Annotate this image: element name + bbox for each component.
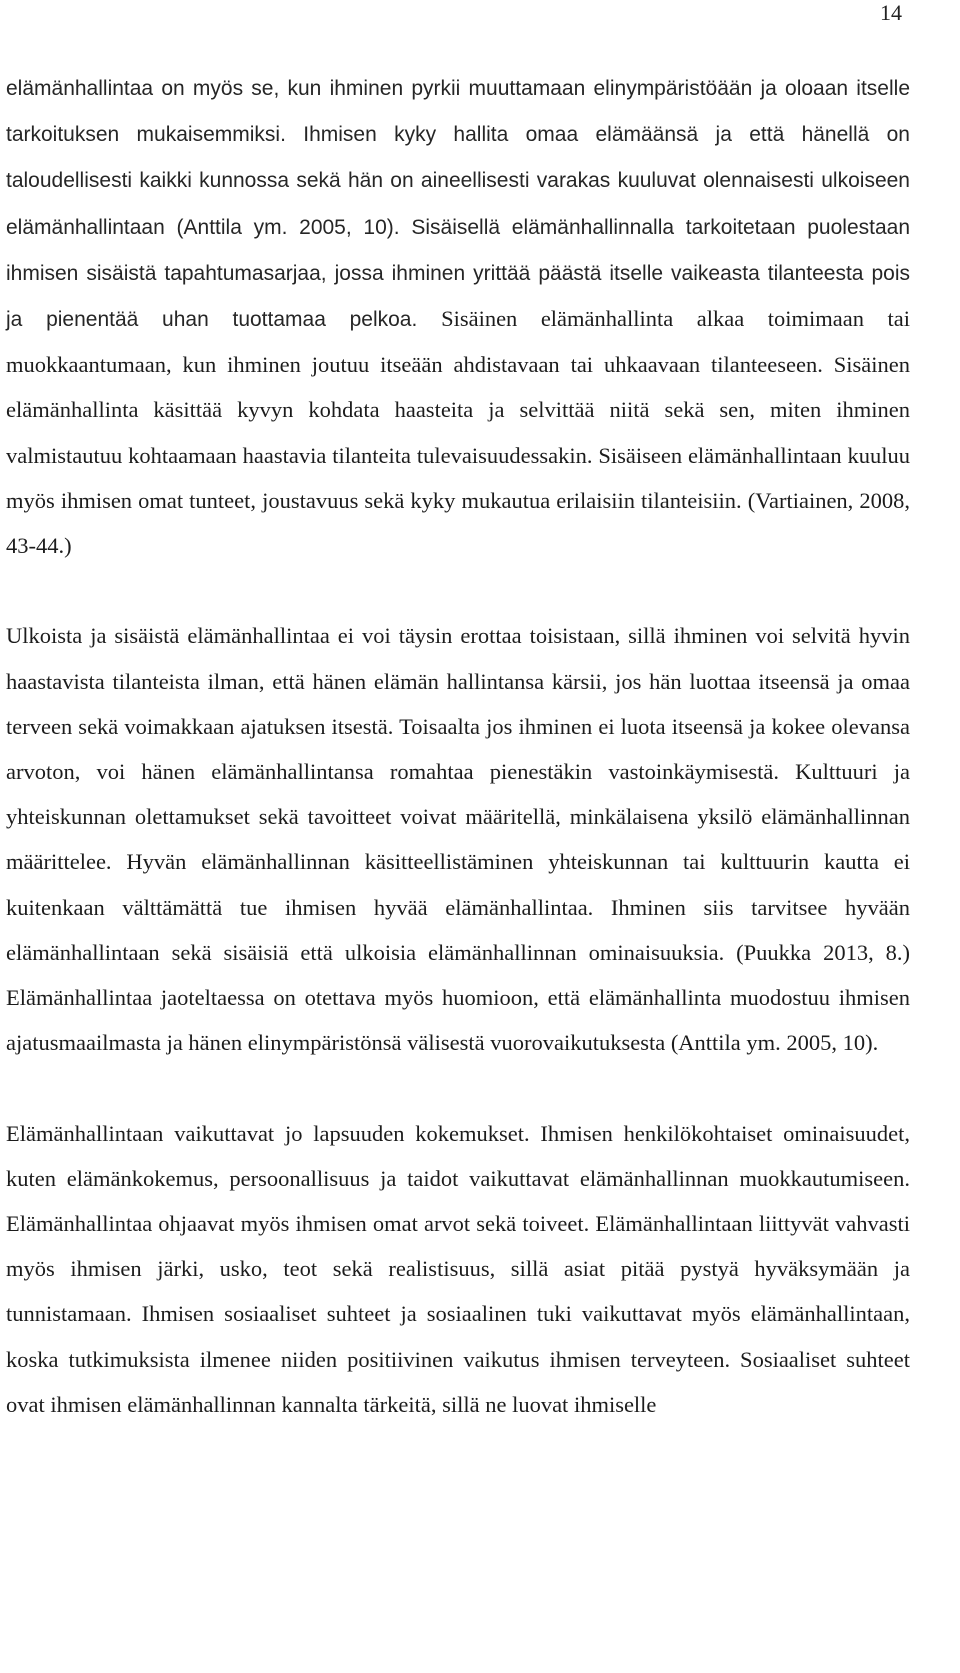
paragraph-text-segment: Sisäinen elämänhallinta alkaa toimimaan tai muokkaantumaan, kun ihminen joutuu itseään ahdistavaan tai uhkaavaan tilanteeseen. Sisäinen elämänhallinta käsittää kyvyn kohdata haasteita ja selvittää niitä sekä sen, miten ihminen valmistautuu kohtaamaan haastavia tilanteita tulevaisuudessakin. Sisäiseen elämänhallintaan kuuluu myös ihmisen omat tunteet, joustavuus sekä kyky mukautua erilaisiin tilanteisiin. (Vartiainen, 2008, 43-44.) (6, 306, 910, 559)
paragraph-influences (6, 1111, 910, 1427)
document-body (6, 65, 910, 1427)
paragraph-text-segment: elämänhallintaa on myös se, kun ihminen pyrkii muuttamaan elinympäristöään ja oloaan itselle tarkoituksen mukaisemmiksi. Ihmisen kyky hallita omaa elämäänsä ja että hänellä on taloudellisesti kaikki kunnossa sekä hän on aineellisesti varakas kuuluvat olennaisesti ulkoiseen elämänhallintaan (Anttila ym. 2005, 10). Sisäisellä elämänhallinnalla tarkoitetaan puolestaan ihmisen sisäistä tapahtumasarjaa, jossa ihminen yrittää päästä itselle vaikeasta tilanteesta pois ja pienentää uhan tuottamaa pelkoa. (6, 77, 910, 332)
paragraph-text-segment: Elämänhallintaan vaikuttavat jo lapsuuden kokemukset. Ihmisen henkilökohtaiset ominaisuudet, kuten elämänkokemus, persoonallisuus ja taidot vaikuttavat elämänhallinnan muokkautumiseen. Elämänhallintaa ohjaavat myös ihmisen omat arvot sekä toiveet. Elämänhallintaan liittyvät vahvasti myös ihmisen järki, usko, teot sekä realistisuus, sillä asiat pitää pystyä hyväksymään ja tunnistamaan. Ihmisen sosiaaliset suhteet ja sosiaalinen tuki vaikuttavat myös elämänhallintaan, koska tutkimuksista ilmenee niiden positiivinen vaikutus ihmisen terveyteen. Sosiaaliset suhteet ovat ihmisen elämänhallinnan kannalta tärkeitä, sillä ne luovat ihmiselle (6, 1120, 910, 1417)
page-number: 14 (880, 0, 902, 25)
paragraph-outer-inner-control (6, 65, 910, 568)
paragraph-text-segment: Ulkoista ja sisäistä elämänhallintaa ei voi täysin erottaa toisistaan, sillä ihminen voi selvitä hyvin haastavista tilanteista ilman, että hänen elämän hallintansa kärsii, jos hän luottaa itseensä ja omaa terveen sekä voimakkaan ajatuksen itsestä. Toisaalta jos ihminen ei luota itseensä ja kokee olevansa arvoton, voi hänen elämänhallintansa romahtaa pienestäkin vastoinkäymisestä. Kulttuuri ja yhteiskunnan olettamukset sekä tavoitteet voivat määritellä, minkälaisena yksilö elämänhallinnan määrittelee. Hyvän elämänhallinnan käsitteellistäminen yhteiskunnan tai kulttuurin kautta ei kuitenkaan välttämättä tue ihmisen hyvää elämänhallintaa. Ihminen siis tarvitsee hyvään elämänhallintaan sekä sisäisiä että ulkoisia elämänhallinnan ominaisuuksia. (Puukka 2013, 8.) Elämänhallintaa jaoteltaessa on otettava myös huomioon, että elämänhallinta muodostuu ihmisen ajatusmaailmasta ja hänen elinympäristönsä välisestä vuorovaikutuksesta (Anttila ym. 2005, 10). (6, 623, 910, 1056)
paragraph-inseparability (6, 613, 910, 1065)
